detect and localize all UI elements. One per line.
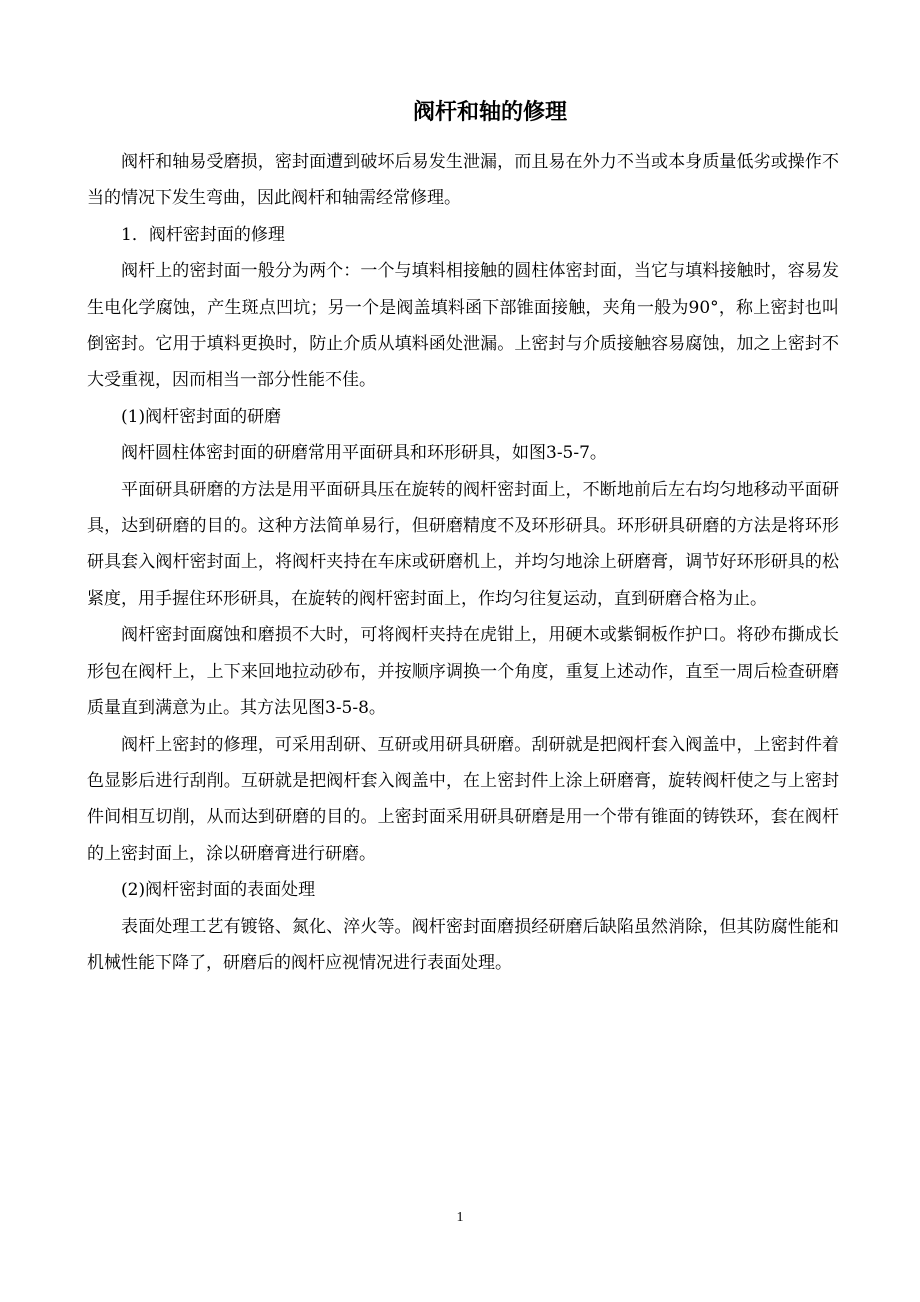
document-title: 阀杆和轴的修理	[412, 100, 567, 125]
subsection-heading-1: (1)阀杆密封面的研磨	[121, 406, 282, 427]
subsection-heading-2: (2)阀杆密封面的表面处理	[121, 880, 316, 901]
paragraph-upper-seal: 阀杆上密封的修理，可采用刮研、互研或用研具研磨。刮研就是把阀杆套入阀盖中，上密封件着色显影后进行刮削。互研就是把阀杆套入阀盖中，在上密封件上涂上研磨膏，旋转阀杆使之与上密封件间相互切削，从而达到研磨的目的。上密封面采用研具研磨是用一个带有锥面的铸铁环，套在阀杆的上密封面上，涂以研磨膏进行研磨。	[87, 734, 839, 864]
paragraph-grinding-methods: 平面研具研磨的方法是用平面研具压在旋转的阀杆密封面上，不断地前后左右均匀地移动平面研具，达到研磨的目的。这种方法简单易行，但研磨精度不及环形研具。环形研具研磨的方法是将环形研具套入阀杆密封面上，将阀杆夹持在车床或研磨机上，并均匀地涂上研磨膏，调节好环形研具的松紧度，用手握住环形研具，在旋转的阀杆密封面上，作均匀往复运动，直到研磨合格为止。	[87, 479, 839, 609]
document-body	[87, 144, 839, 981]
paragraph-emery-cloth: 阀杆密封面腐蚀和磨损不大时，可将阀杆夹持在虎钳上，用硬木或紫铜板作护口。将砂布撕成长形包在阀杆上，上下来回地拉动砂布，并按顺序调换一个角度，重复上述动作，直至一周后检查研磨质量直到满意为止。其方法见图3-5-8。	[87, 625, 839, 719]
paragraph-intro: 阀杆和轴易受磨损，密封面遭到破坏后易发生泄漏，而且易在外力不当或本身质量低劣或操作不当的情况下发生弯曲，因此阀杆和轴需经常修理。	[87, 152, 839, 209]
section-heading-1: 1．阀杆密封面的修理	[121, 224, 285, 245]
paragraph-seal-surfaces: 阀杆上的密封面一般分为两个：一个与填料相接触的圆柱体密封面，当它与填料接触时，容易发生电化学腐蚀，产生斑点凹坑；另一个是阀盖填料函下部锥面接触，夹角一般为90°，称上密封也叫倒密封。它用于填料更换时，防止介质从填料函处泄漏。上密封与介质接触容易腐蚀，加之上密封不大受重视，因而相当一部分性能不佳。	[87, 261, 839, 391]
page-number: 1	[456, 1210, 464, 1225]
paragraph-grinding-tools: 阀杆圆柱体密封面的研磨常用平面研具和环形研具，如图3-5-7。	[121, 443, 607, 464]
paragraph-surface-treatment: 表面处理工艺有镀铬、氮化、淬火等。阀杆密封面磨损经研磨后缺陷虽然消除，但其防腐性能和机械性能下降了，研磨后的阀杆应视情况进行表面处理。	[87, 916, 839, 973]
